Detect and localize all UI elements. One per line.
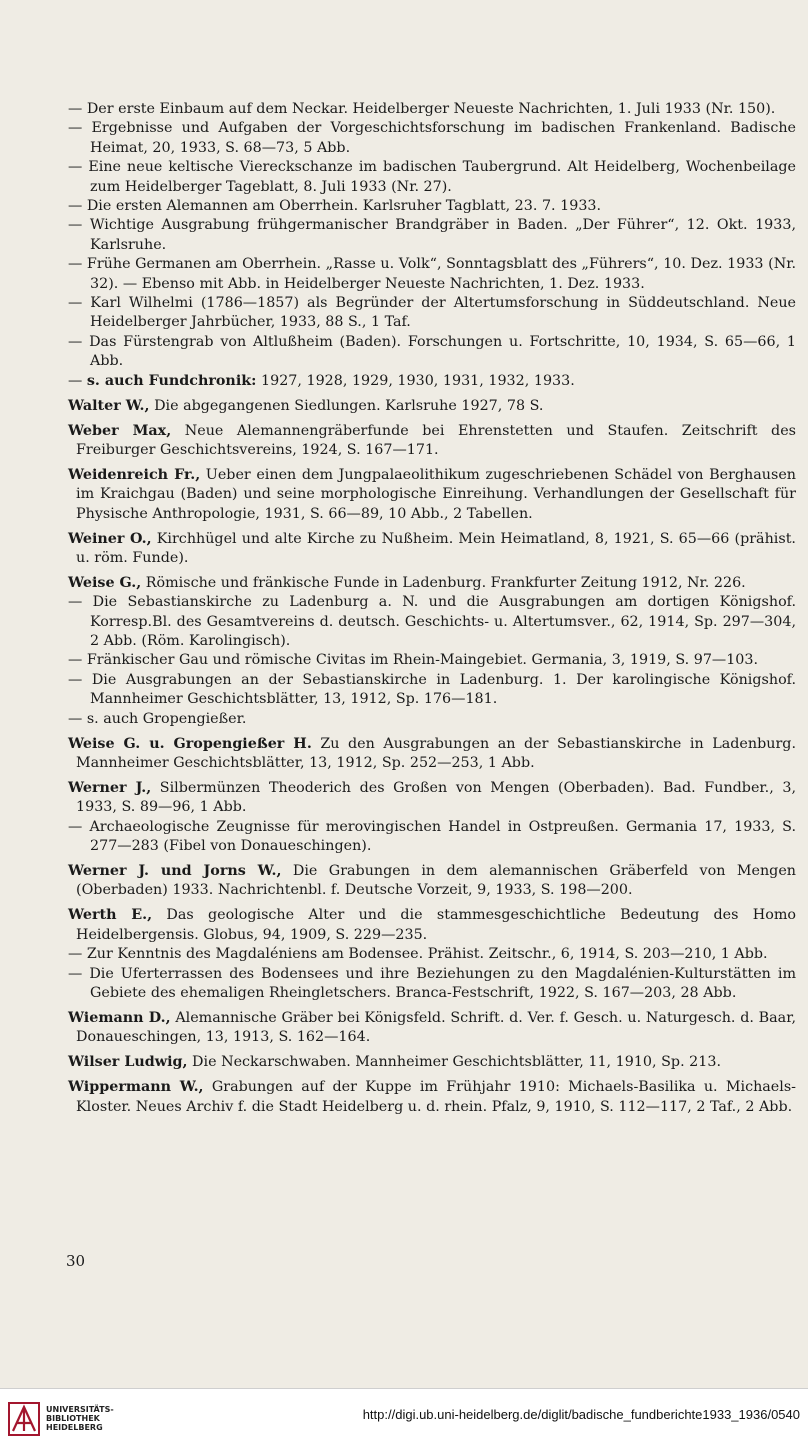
- library-name-line: UNIVERSITÄTS-: [46, 1405, 114, 1414]
- bibliography-entry: [68, 779, 796, 818]
- ditto-dash: —: [68, 333, 90, 350]
- entry-text: Die abgegangenen Siedlungen. Karlsruhe 1927, 78 S.: [154, 397, 544, 414]
- entry-text: Römische und fränkische Funde in Ladenburg. Frankfurter Zeitung 1912, Nr. 226.: [145, 574, 746, 591]
- bibliography-entry: [68, 530, 796, 569]
- permalink-url[interactable]: http://digi.ub.uni-heidelberg.de/diglit/badische_fundberichte1933_1936/0540: [362, 1407, 800, 1422]
- bibliography-entry: [68, 593, 797, 651]
- bibliography-entry: [68, 100, 796, 119]
- ditto-dash: —: [68, 198, 87, 215]
- bibliography-entry: [68, 945, 796, 964]
- bibliography-entry: [68, 158, 797, 197]
- entry-text: Ueber einen dem Jungpalaeolithikum zugeschriebenen Schädel von Berghausen im Kraichgau (Baden) und seine morphologische Einreihung. Verhandlungen der Gesellschaft für Physische Anthropologie, 1931, S. 66—89, 10 Abb., 2 Tabellen.: [76, 466, 797, 522]
- entry-text: Karl Wilhelmi (1786—1857) als Begründer der Altertumsforschung in Süddeutschland. Neue Heidelberger Jahrbücher, 1933, 88 S., 1 Taf.: [90, 295, 797, 331]
- ditto-dash: —: [68, 965, 90, 982]
- library-logo-icon[interactable]: [8, 1402, 40, 1436]
- ditto-dash: —: [68, 295, 91, 312]
- ditto-dash: —: [68, 671, 92, 688]
- viewer-footer: [0, 1388, 808, 1448]
- ditto-dash: —: [68, 818, 90, 835]
- bibliography-entry: [68, 294, 797, 333]
- entry-text: Die Neckarschwaben. Mannheimer Geschichtsblätter, 11, 1910, Sp. 213.: [192, 1054, 721, 1071]
- page-number: 30: [66, 1252, 86, 1270]
- entry-author: Wilser Ludwig,: [68, 1054, 188, 1071]
- bibliography-entry: [68, 397, 796, 416]
- bibliography-entry: [68, 1078, 796, 1117]
- entry-text: Die Ausgrabungen an der Sebastianskirche in Ladenburg. 1. Der karolingische Königshof. Mannheimer Geschichtsblätter, 13, 1912, Sp. 176—181.: [90, 671, 797, 708]
- bibliography-entry: [68, 818, 797, 857]
- entry-author: Weidenreich Fr.,: [68, 466, 201, 483]
- entry-text: Eine neue keltische Viereckschanze im badischen Taubergrund. Alt Heidelberg, Wochenbeilage zum Heidelberger Tageblatt, 8. Juli 1933 (Nr. 27).: [88, 159, 797, 195]
- bibliography-entry: [68, 671, 797, 710]
- entry-text: Wichtige Ausgrabung frühgermanischer Brandgräber in Baden. „Der Führer“, 12. Okt. 1933, Karlsruhe.: [89, 217, 796, 253]
- bibliography-entry: [68, 255, 797, 294]
- library-name-line: BIBLIOTHEK: [46, 1414, 100, 1423]
- entry-text: Frühe Germanen am Oberrhein. „Rasse u. Volk“, Sonntagsblatt des „Führers“, 10. Dez. 1933 (Nr. 32). — Ebenso mit Abb. in Heidelberger Neueste Nachrichten, 1. Dez. 1933.: [86, 256, 797, 292]
- entry-text: Ergebnisse und Aufgaben der Vorgeschichtsforschung im badischen Frankenland. Badische Heimat, 20, 1933, S. 68—73, 5 Abb.: [90, 120, 796, 156]
- entry-text: Kirchhügel und alte Kirche zu Nußheim. Mein Heimatland, 8, 1921, S. 65—66 (prähist. u. röm. Funde).: [76, 530, 796, 566]
- bibliography-entry: [68, 1053, 796, 1072]
- bibliography-entry: [68, 466, 796, 524]
- bibliography-entry: [68, 574, 796, 593]
- library-name-line: HEIDELBERG: [46, 1423, 103, 1432]
- entry-text: Das geologische Alter und die stammesgeschichtliche Bedeutung des Homo Heidelbergensis. Globus, 94, 1909, S. 229—235.: [76, 907, 796, 943]
- ditto-dash: —: [68, 120, 92, 137]
- ditto-dash: —: [68, 946, 87, 963]
- ditto-dash: —: [68, 594, 93, 611]
- entry-text: Silbermünzen Theoderich des Großen von Mengen (Oberbaden). Bad. Fundber., 3, 1933, S. 89—96, 1 Abb.: [76, 779, 796, 816]
- bibliography-entry: [68, 422, 796, 461]
- entry-text: 1927, 1928, 1929, 1930, 1931, 1932, 1933.: [261, 372, 575, 389]
- bibliography-entry: [68, 965, 796, 1004]
- ditto-dash: —: [68, 256, 87, 273]
- bibliography-entry: [68, 216, 796, 255]
- bibliography-entry: [68, 372, 796, 391]
- entry-author: Weber Max,: [68, 422, 172, 439]
- ditto-dash: —: [68, 372, 87, 389]
- entry-author: s. auch Fundchronik:: [86, 372, 257, 389]
- entry-text: Alemannische Gräber bei Königsfeld. Schrift. d. Ver. f. Gesch. u. Naturgesch. d. Baar, Donaueschingen, 13, 1913, S. 162—164.: [76, 1009, 797, 1046]
- bibliography-list: [68, 100, 796, 1117]
- entry-author: Weiner O.,: [68, 530, 152, 547]
- entry-author: Weise G.,: [68, 574, 142, 591]
- entry-text: Die ersten Alemannen am Oberrhein. Karlsruher Tagblatt, 23. 7. 1933.: [86, 198, 602, 215]
- ditto-dash: —: [68, 710, 87, 727]
- bibliography-entry: [68, 333, 796, 372]
- ditto-dash: —: [68, 159, 89, 176]
- ditto-dash: —: [68, 217, 90, 234]
- entry-text: s. auch Gropengießer.: [86, 710, 247, 727]
- entry-author: Wiemann D.,: [68, 1009, 171, 1026]
- entry-text: Archaeologische Zeugnisse für merovingischen Handel in Ostpreußen. Germania 17, 1933, S. 277—283 (Fibel von Donaueschingen).: [89, 818, 797, 855]
- entry-text: Die Uferterrassen des Bodensees und ihre Beziehungen zu den Magdalénien-Kulturstätten im Gebiete des ehemaligen Rheingletschers. Branca-Festschrift, 1922, S. 167—203, 28 Abb.: [89, 965, 796, 1001]
- entry-text: Das Fürstengrab von Altlußheim (Baden). Forschungen u. Fortschritte, 10, 1934, S. 65—66, 1 Abb.: [89, 333, 796, 370]
- entry-text: Der erste Einbaum auf dem Neckar. Heidelberger Neueste Nachrichten, 1. Juli 1933 (Nr. 150).: [86, 101, 776, 117]
- bibliography-entry: [68, 710, 796, 729]
- entry-author: Werner J.,: [68, 779, 152, 796]
- entry-text: Zur Kenntnis des Magdaléniens am Bodensee. Prähist. Zeitschr., 6, 1914, S. 203—210, 1 Abb.: [86, 946, 768, 963]
- bibliography-entry: [68, 119, 796, 158]
- ditto-dash: —: [68, 101, 87, 117]
- ditto-dash: —: [68, 652, 87, 669]
- entry-author: Wippermann W.,: [68, 1079, 204, 1096]
- bibliography-entry: [68, 735, 796, 774]
- entry-text: Fränkischer Gau und römische Civitas im Rhein-Maingebiet. Germania, 3, 1919, S. 97—103.: [86, 652, 759, 669]
- bibliography-entry: [68, 651, 796, 670]
- entry-text: Zu den Ausgrabungen an der Sebastianskirche in Ladenburg. Mannheimer Geschichtsblätter, 13, 1912, Sp. 252—253, 1 Abb.: [76, 735, 796, 771]
- entry-author: Werner J. und Jorns W.,: [68, 863, 282, 880]
- library-name: [46, 1405, 114, 1432]
- entry-text: Grabungen auf der Kuppe im Frühjahr 1910: Michaels-Basilika u. Michaels-Kloster. Neues Archiv f. die Stadt Heidelberg u. d. rhein. Pfalz, 9, 1910, S. 112—117, 2 Taf., 2 Abb.: [76, 1079, 797, 1115]
- bibliography-entry: [68, 906, 796, 945]
- entry-author: Walter W.,: [68, 397, 150, 414]
- entry-text: Die Sebastianskirche zu Ladenburg a. N. und die Ausgrabungen am dortigen Königshof. Korresp.Bl. des Gesamtvereins d. deutsch. Geschichts- u. Altertumsver., 62, 1914, Sp. 297—304, 2 Abb. (Röm. Karolingisch).: [90, 594, 797, 650]
- bibliography-entry: [68, 197, 796, 216]
- entry-text: Neue Alemannengräberfunde bei Ehrenstetten und Staufen. Zeitschrift des Freiburger Geschichtsvereins, 1924, S. 167—171.: [76, 422, 796, 458]
- bibliography-entry: [68, 1009, 796, 1048]
- entry-text: Die Grabungen in dem alemannischen Gräberfeld von Mengen (Oberbaden) 1933. Nachrichtenbl. f. Deutsche Vorzeit, 9, 1933, S. 198—200.: [76, 863, 796, 899]
- bibliography-entry: [68, 862, 796, 901]
- entry-author: Werth E.,: [68, 907, 153, 924]
- entry-author: Weise G. u. Gropengießer H.: [68, 735, 312, 752]
